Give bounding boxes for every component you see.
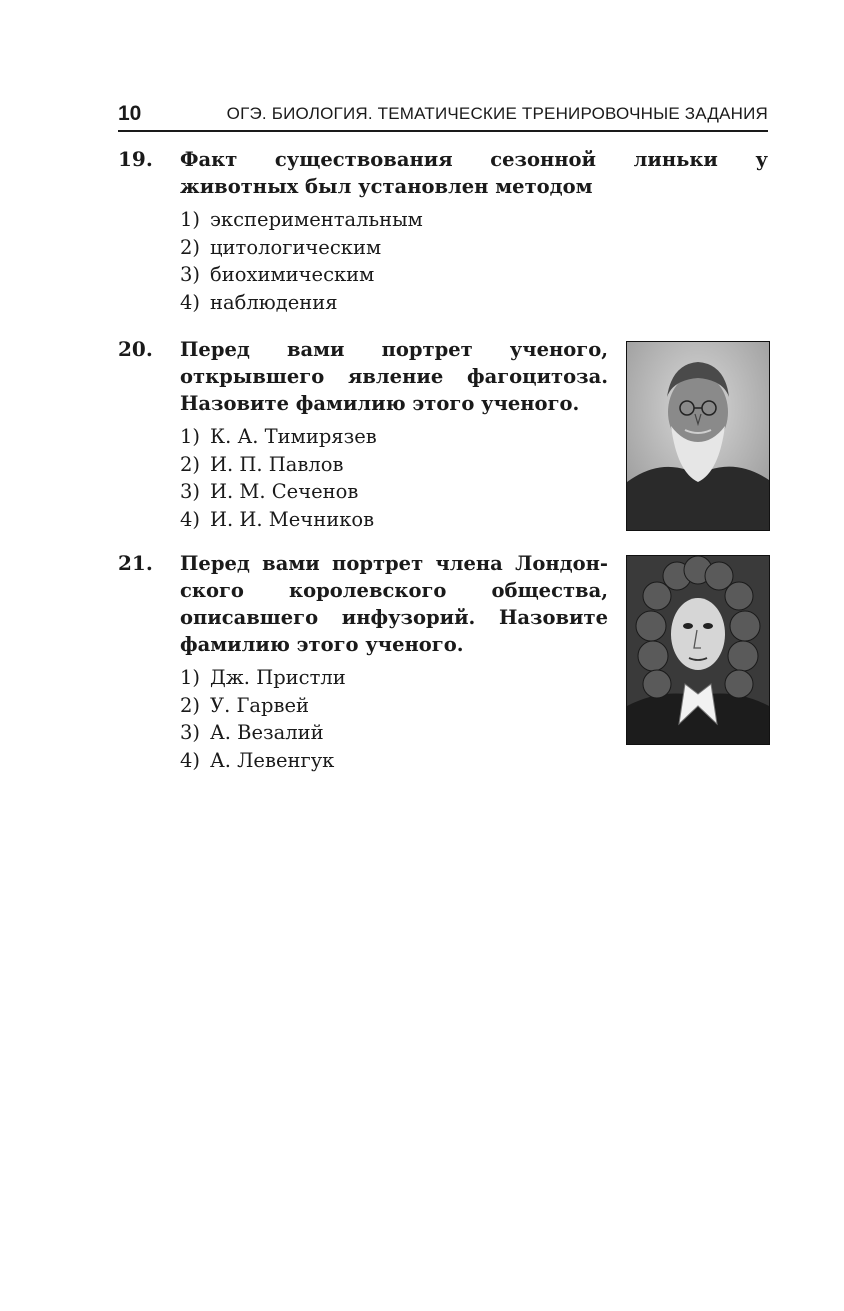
- option-number: 3): [180, 263, 201, 286]
- answer-option: [180, 423, 608, 451]
- option-text: И. И. Мечников: [210, 507, 375, 531]
- question-text: Перед вами портрет члена Лондонского королевского общества, описавшего инфузорий. Назовите фамилию этого ученого.: [180, 552, 608, 656]
- option-text: У. Гарвей: [210, 693, 310, 717]
- option-text: наблюдения: [210, 290, 338, 314]
- running-title: ОГЭ. БИОЛОГИЯ. ТЕМАТИЧЕСКИЕ ТРЕНИРОВОЧНЫЕ ЗАДАНИЯ: [226, 104, 768, 123]
- option-number: 2): [180, 693, 201, 717]
- answer-option: [180, 719, 608, 747]
- answer-option: [180, 478, 608, 506]
- answer-option: [180, 234, 768, 262]
- answer-option: [180, 261, 768, 289]
- question-number: 20.: [118, 337, 153, 361]
- answer-options: [180, 206, 768, 316]
- question-text: Факт существования сезонной линьки у животных был установлен методом: [180, 148, 768, 198]
- option-number: 4): [180, 748, 201, 772]
- answer-option: [180, 506, 608, 534]
- option-text: И. М. Сеченов: [210, 480, 359, 503]
- answer-option: [180, 664, 608, 692]
- answer-options: [180, 664, 608, 774]
- option-text: К. А. Тимирязев: [210, 425, 377, 448]
- answer-option: [180, 747, 608, 775]
- option-number: 4): [180, 507, 201, 531]
- option-text: цитологическим: [210, 235, 382, 259]
- option-text: экспериментальным: [210, 208, 423, 231]
- answer-option: [180, 289, 768, 317]
- portrait-leeuwenhoek: [626, 555, 770, 745]
- portrait-illustration: [627, 342, 769, 530]
- option-number: 1): [180, 666, 201, 689]
- option-text: А. Левенгук: [210, 748, 335, 772]
- option-number: 4): [180, 290, 201, 314]
- portrait-illustration: [627, 556, 769, 744]
- answer-option: [180, 206, 768, 234]
- option-text: А. Везалий: [210, 721, 324, 744]
- question-number: 21.: [118, 551, 153, 575]
- question-number: 19.: [118, 147, 153, 171]
- portrait-mechnikov: [626, 341, 770, 531]
- option-number: 1): [180, 208, 201, 231]
- option-number: 3): [180, 480, 201, 503]
- option-number: 3): [180, 721, 201, 744]
- option-text: биохимическим: [210, 263, 375, 286]
- option-text: Дж. Пристли: [210, 666, 346, 689]
- question-text: Перед вами портрет ученого, открывшего явление фагоцитоза. Назовите фамилию этого ученого.: [180, 338, 608, 415]
- option-text: И. П. Павлов: [210, 452, 344, 476]
- question-19: [118, 146, 768, 316]
- option-number: 2): [180, 452, 201, 476]
- answer-options: [180, 423, 608, 533]
- page-header: [118, 100, 768, 132]
- page-number: 10: [118, 102, 142, 125]
- answer-option: [180, 451, 608, 479]
- option-number: 2): [180, 235, 201, 259]
- answer-option: [180, 692, 608, 720]
- option-number: 1): [180, 425, 201, 448]
